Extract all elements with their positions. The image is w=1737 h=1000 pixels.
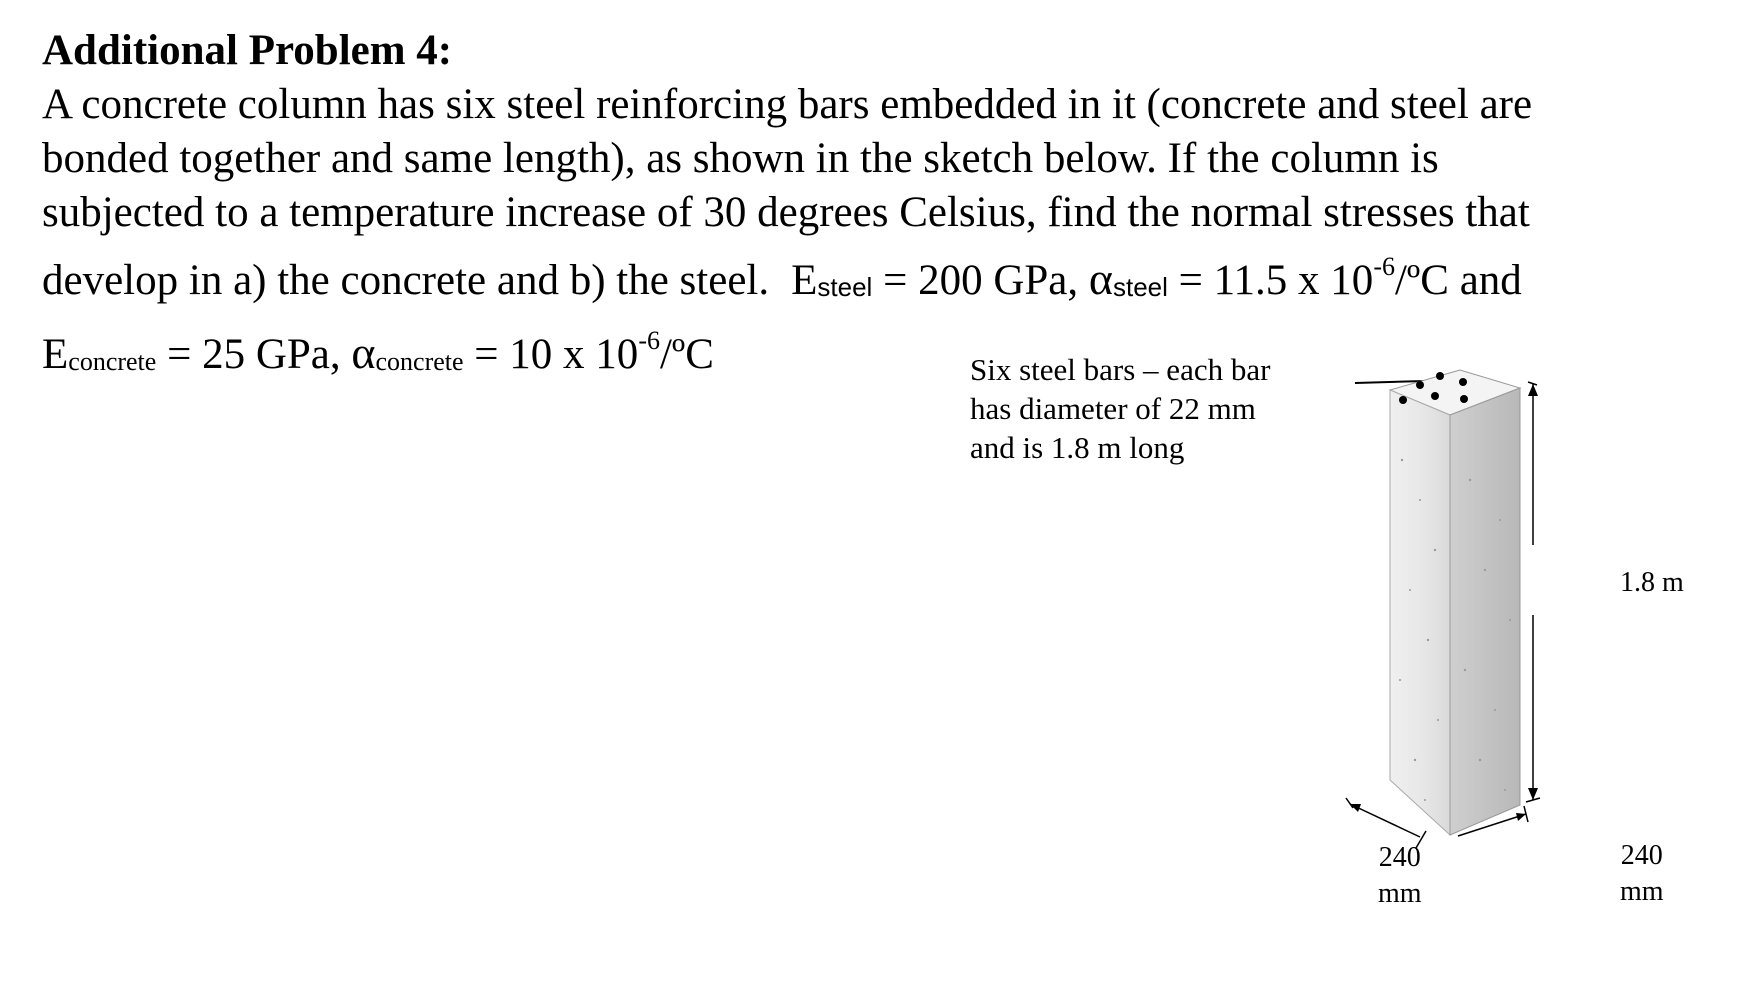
steel-bar-end xyxy=(1416,381,1424,389)
e-steel-subscript: steel xyxy=(817,272,873,302)
alpha-steel-value: = 11.5 x 10 xyxy=(1167,257,1374,304)
steel-bar-end xyxy=(1436,372,1444,380)
height-dimension-line xyxy=(1526,382,1540,802)
statement-line-5 xyxy=(42,314,1532,389)
alpha-steel-symbol: α xyxy=(1088,253,1113,304)
width-label-right xyxy=(1620,838,1664,910)
steel-bar-end xyxy=(1431,392,1439,400)
callout-line-2: has diameter of 22 mm xyxy=(970,391,1256,426)
alpha-concrete-unit: /ºC xyxy=(659,331,714,378)
width-label-right-value: 240 xyxy=(1620,840,1663,871)
e-steel-symbol: E xyxy=(791,257,818,304)
alpha-steel-unit: /ºC and xyxy=(1394,257,1522,304)
e-concrete-subscript: concrete xyxy=(68,347,157,376)
column-front-face xyxy=(1390,390,1450,835)
width-label-right-unit: mm xyxy=(1620,876,1664,907)
height-label: 1.8 m xyxy=(1620,567,1684,598)
alpha-steel-exponent: -6 xyxy=(1373,252,1395,281)
e-steel-value: = 200 GPa, xyxy=(872,257,1089,304)
column-side-face xyxy=(1450,388,1520,835)
concrete-column xyxy=(1390,370,1520,835)
alpha-concrete-subscript: concrete xyxy=(375,347,464,376)
bars-callout xyxy=(970,350,1270,467)
alpha-steel-subscript: steel xyxy=(1112,272,1168,302)
column-sketch xyxy=(1340,340,1730,900)
statement-line-2: bonded together and same length), as shown in the sketch below. If the column is xyxy=(42,135,1439,182)
width-label-left-value: 240 xyxy=(1378,842,1421,873)
statement-line-3: subjected to a temperature increase of 30 degrees Celsius, find the normal stresses that xyxy=(42,189,1530,236)
statement-line-4 xyxy=(42,240,1532,314)
alpha-concrete-exponent: -6 xyxy=(638,326,660,355)
width-label-left xyxy=(1378,840,1422,912)
e-concrete-symbol: E xyxy=(42,331,69,378)
alpha-concrete-value: = 10 x 10 xyxy=(463,331,639,378)
statement-line-1: A concrete column has six steel reinforcing bars embedded in it (concrete and steel are xyxy=(42,81,1533,128)
e-concrete-value: = 25 GPa, xyxy=(156,331,352,378)
steel-bar-end xyxy=(1459,378,1467,386)
alpha-concrete-symbol: α xyxy=(351,327,376,378)
steel-bar-end xyxy=(1460,395,1468,403)
problem-title: Additional Problem 4: xyxy=(42,27,453,74)
width-label-left-unit: mm xyxy=(1378,878,1422,909)
steel-bar-end xyxy=(1399,396,1407,404)
statement-line-4-text: develop in a) the concrete and b) the steel. xyxy=(42,257,770,304)
problem-statement xyxy=(42,78,1532,389)
callout-line-1: Six steel bars – each bar xyxy=(970,352,1271,387)
callout-line-3: and is 1.8 m long xyxy=(970,430,1185,465)
